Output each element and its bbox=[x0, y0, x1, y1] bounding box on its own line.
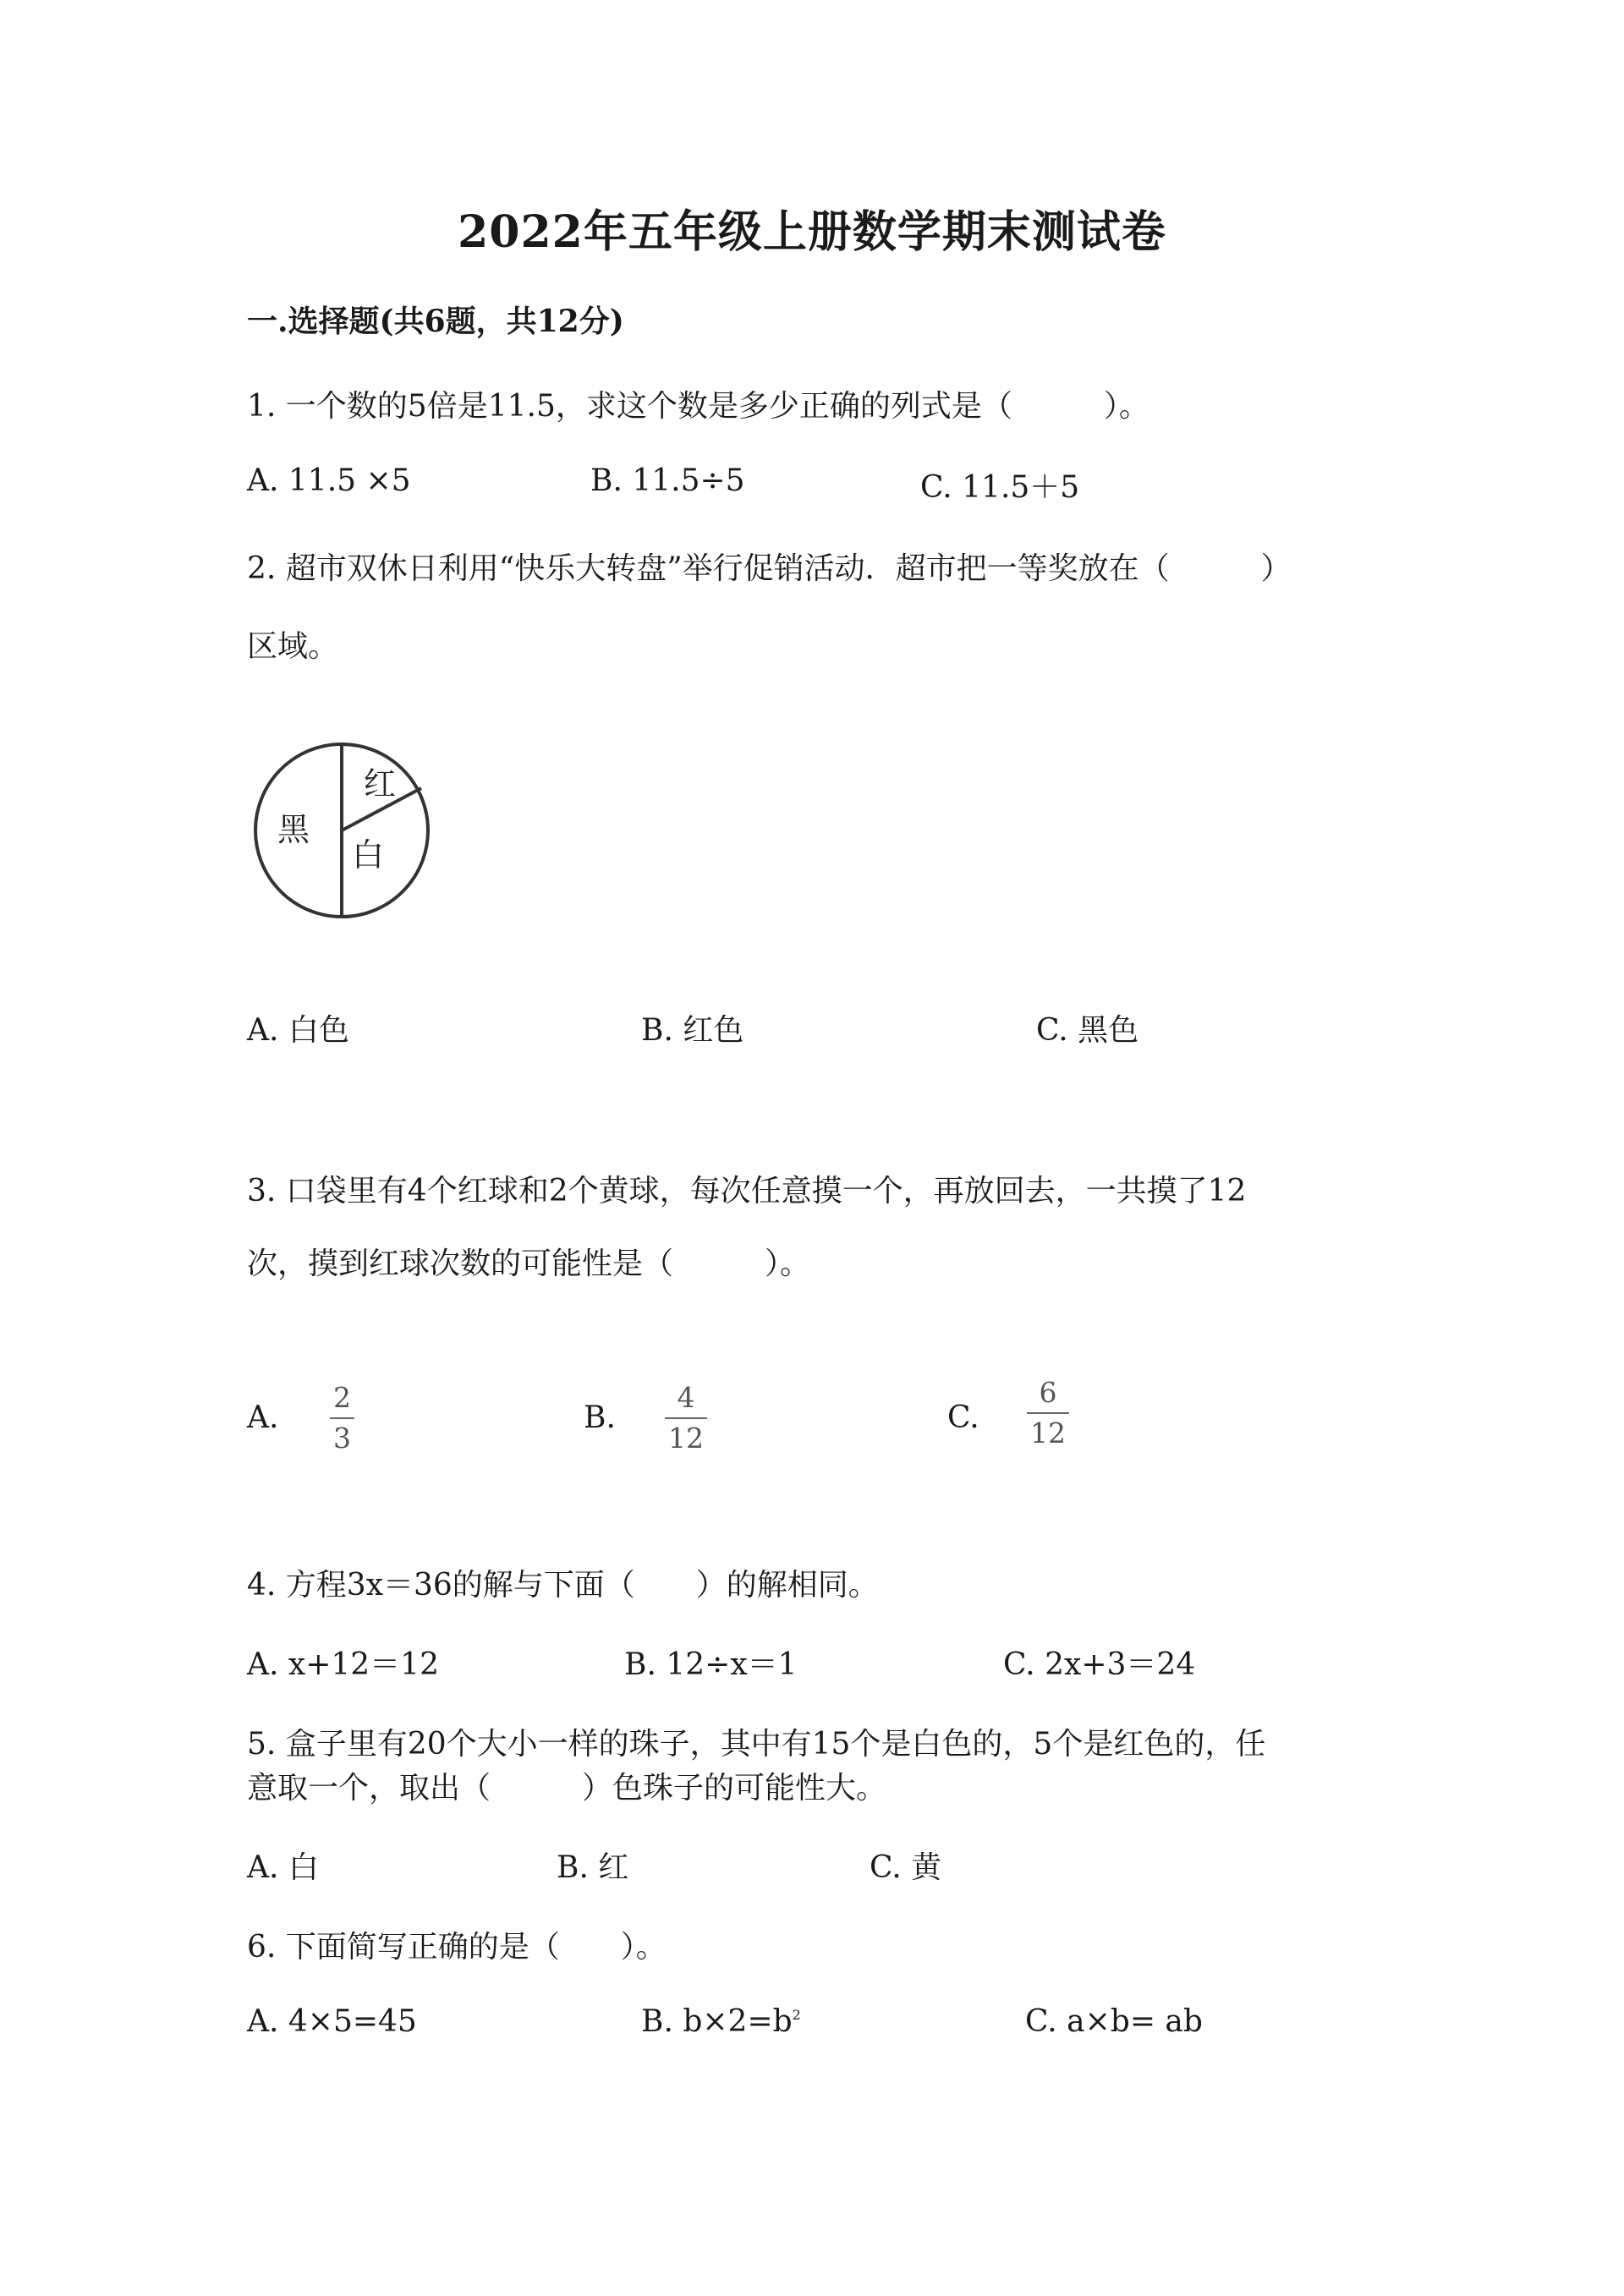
question-5-option-b: B. 红 bbox=[557, 1850, 629, 1885]
fraction-numerator: 6 bbox=[1039, 1376, 1057, 1409]
question-4-option-a: A. x+12＝12 bbox=[247, 1647, 439, 1682]
question-1-option-a: A. 11.5 ×5 bbox=[247, 463, 411, 498]
fraction-bar bbox=[1027, 1412, 1069, 1414]
question-5-text-line-2: 意取一个，取出（ ）色珠子的可能性大。 bbox=[247, 1771, 887, 1806]
fraction-bar bbox=[330, 1417, 354, 1419]
question-5-text-line-1: 5. 盒子里有20个大小一样的珠子，其中有15个是白色的，5个是红色的，任 bbox=[247, 1727, 1266, 1762]
question-4-option-c: C. 2x+3＝24 bbox=[1003, 1647, 1196, 1682]
fraction-denominator: 3 bbox=[333, 1422, 351, 1455]
question-1-text: 1. 一个数的5倍是11.5，求这个数是多少正确的列式是（ ）。 bbox=[247, 389, 1149, 424]
fraction-denominator: 12 bbox=[1030, 1417, 1066, 1449]
question-6-option-c: C. a×b= ab bbox=[1025, 2004, 1203, 2039]
question-3-option-a-label: A. bbox=[247, 1400, 279, 1435]
question-1-option-c: C. 11.5＋5 bbox=[920, 470, 1080, 505]
spinner-wheel-figure bbox=[245, 734, 440, 920]
fraction-numerator: 4 bbox=[677, 1381, 695, 1414]
question-3-text-line-1: 3. 口袋里有4个红球和2个黄球，每次任意摸一个，再放回去，一共摸了12 bbox=[247, 1174, 1247, 1208]
question-1-option-b: B. 11.5÷5 bbox=[590, 463, 745, 498]
question-2-text-line-1: 2. 超市双休日利用“快乐大转盘”举行促销活动．超市把一等奖放在（ ） bbox=[247, 551, 1292, 586]
question-6-option-a: A. 4×5=45 bbox=[247, 2004, 417, 2039]
section-heading: 一.选择题(共6题，共12分) bbox=[247, 304, 624, 339]
spinner-label-black: 黑 bbox=[277, 811, 310, 848]
question-3-option-b-label: B. bbox=[584, 1400, 616, 1435]
question-5-option-a: A. 白 bbox=[247, 1850, 319, 1885]
question-6-option-b bbox=[641, 2004, 801, 2039]
question-2-text-line-2: 区域。 bbox=[247, 629, 339, 664]
question-3-option-c-fraction bbox=[1027, 1378, 1069, 1447]
spinner-label-red: 红 bbox=[364, 765, 397, 803]
question-5-option-c: C. 黄 bbox=[870, 1850, 942, 1885]
question-3-option-c-label: C. bbox=[947, 1400, 979, 1435]
question-4-option-b: B. 12÷x＝1 bbox=[624, 1647, 798, 1682]
fraction-numerator: 2 bbox=[333, 1381, 351, 1414]
question-4-text: 4. 方程3x＝36的解与下面（ ）的解相同。 bbox=[247, 1568, 879, 1603]
question-2-option-c: C. 黑色 bbox=[1036, 1013, 1139, 1048]
question-3-text-line-2: 次，摸到红球次数的可能性是（ ）。 bbox=[247, 1247, 811, 1281]
spinner-label-white: 白 bbox=[352, 836, 385, 874]
question-2-option-b: B. 红色 bbox=[641, 1013, 744, 1048]
question-6-option-b-text: B. b×2=b bbox=[641, 2004, 793, 2039]
superscript-exponent: 2 bbox=[792, 2007, 801, 2023]
fraction-bar bbox=[665, 1417, 707, 1419]
question-3-option-b-fraction bbox=[665, 1381, 707, 1455]
question-3-option-a-fraction bbox=[330, 1381, 354, 1455]
question-2-option-a: A. 白色 bbox=[247, 1013, 349, 1048]
question-6-text: 6. 下面简写正确的是（ ）。 bbox=[247, 1930, 667, 1964]
fraction-denominator: 12 bbox=[668, 1422, 704, 1455]
page-title: 2022年五年级上册数学期末测试卷 bbox=[458, 206, 1166, 258]
